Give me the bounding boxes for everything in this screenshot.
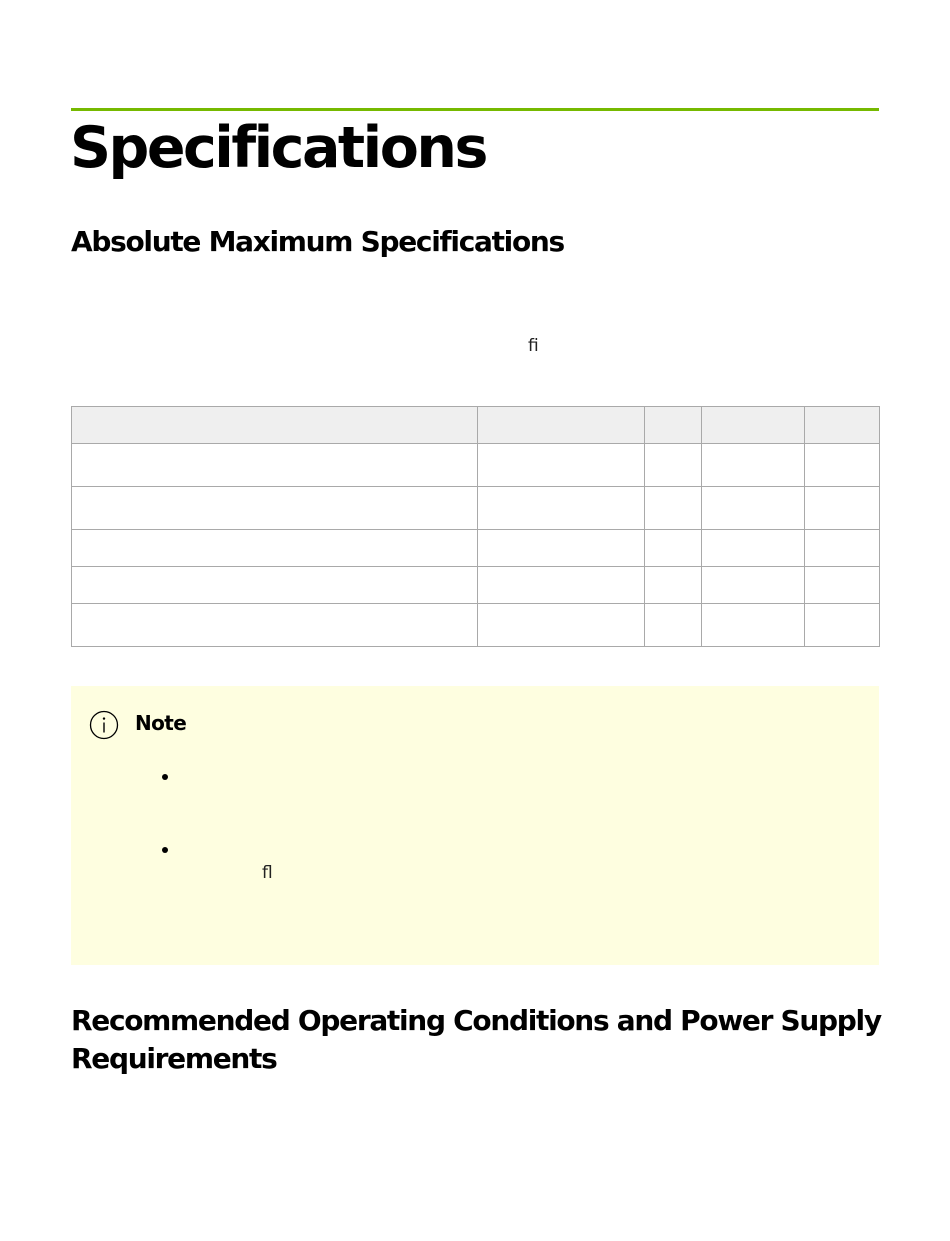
- table-cell: [645, 604, 702, 647]
- title-accent-rule: [71, 108, 879, 111]
- table-cell: [805, 604, 880, 647]
- table-header-cell: [72, 407, 478, 444]
- intro-text-fragment: fi: [528, 336, 539, 356]
- table-cell: [805, 567, 880, 604]
- table-cell: [645, 567, 702, 604]
- note-text-fragment: fl: [262, 863, 273, 883]
- table-cell: [805, 487, 880, 530]
- table-cell: [645, 444, 702, 487]
- table-header-cell: [645, 407, 702, 444]
- table-cell: [478, 530, 645, 567]
- table-cell: [478, 567, 645, 604]
- table-cell: [805, 444, 880, 487]
- table-cell: [645, 487, 702, 530]
- table-cell: [72, 567, 478, 604]
- table-row: [72, 530, 880, 567]
- table-row: [72, 567, 880, 604]
- table-cell: [645, 530, 702, 567]
- table-header-cell: [702, 407, 805, 444]
- section-heading-line: Recommended Operating Conditions and Power Supply: [71, 1004, 881, 1037]
- note-label: Note: [135, 711, 187, 735]
- table-cell: [478, 604, 645, 647]
- table-cell: [478, 487, 645, 530]
- table-cell: [805, 530, 880, 567]
- table-row: [72, 444, 880, 487]
- table-cell: [72, 487, 478, 530]
- absolute-maximum-table: [71, 406, 880, 647]
- page-title: Specifications: [70, 115, 486, 181]
- table-cell: [702, 604, 805, 647]
- note-bullet: [162, 774, 168, 780]
- table-row: [72, 604, 880, 647]
- table-header-cell: [478, 407, 645, 444]
- table-cell: [72, 530, 478, 567]
- note-bullet: [162, 847, 168, 853]
- table-cell: [72, 444, 478, 487]
- section-heading-absolute-maximum: Absolute Maximum Specifications: [71, 225, 564, 258]
- table-header-cell: [805, 407, 880, 444]
- table-cell: [702, 530, 805, 567]
- table-cell: [72, 604, 478, 647]
- table-header-row: [72, 407, 880, 444]
- table-cell: [702, 567, 805, 604]
- table-cell: [478, 444, 645, 487]
- note-callout: [71, 686, 879, 965]
- section-heading-recommended-operating-conditions: [71, 1002, 881, 1078]
- section-heading-line: Requirements: [71, 1042, 277, 1075]
- info-icon: [89, 710, 119, 740]
- table-row: [72, 487, 880, 530]
- table-cell: [702, 444, 805, 487]
- table-cell: [702, 487, 805, 530]
